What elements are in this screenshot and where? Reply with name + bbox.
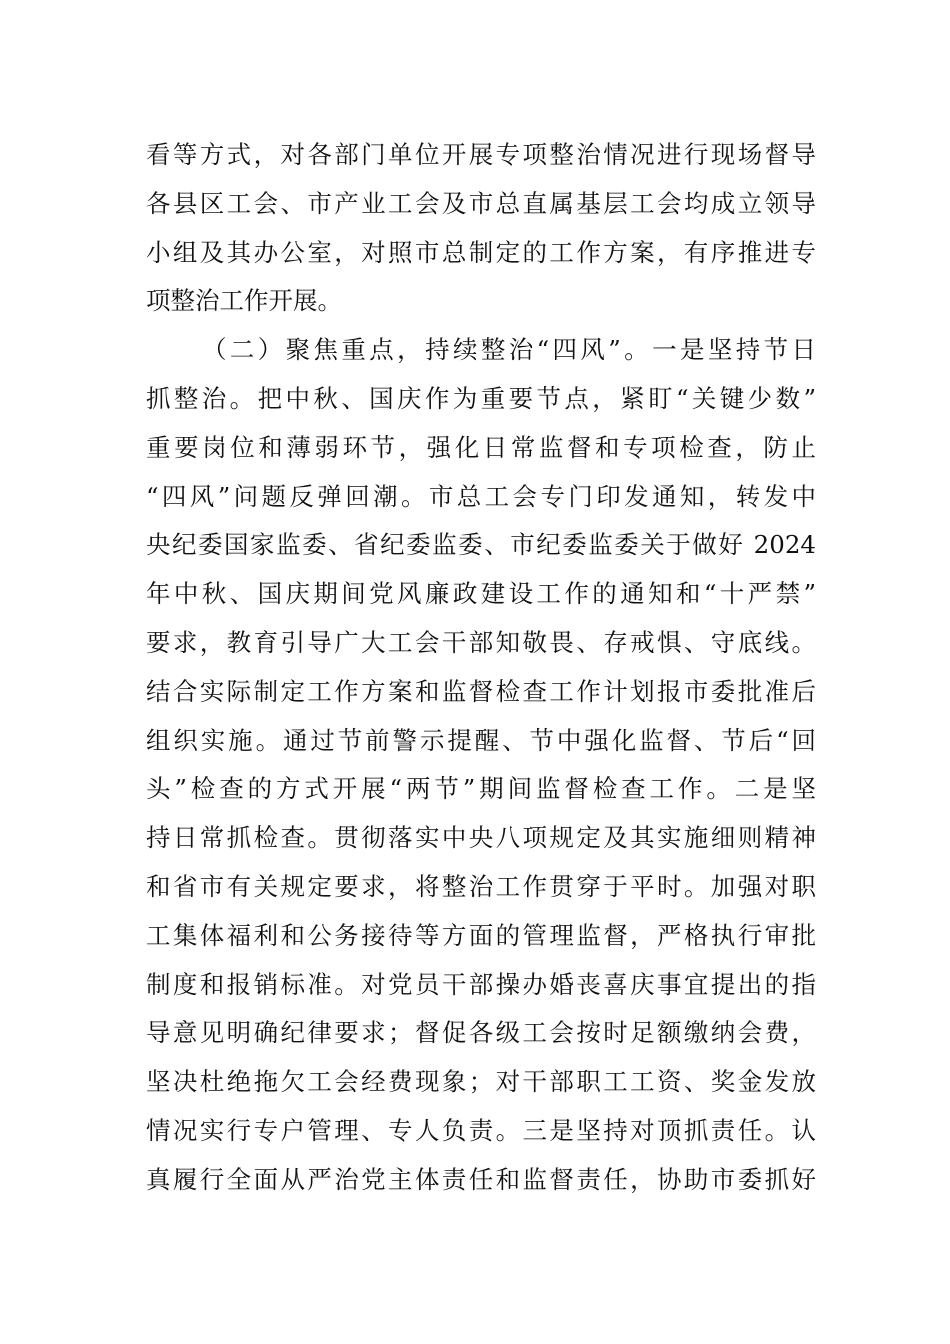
text-line: 项整治工作开展。 [146, 286, 342, 316]
text-line: 真履行全面从严治党主体责任和监督责任，协助市委抓好 [146, 1164, 816, 1194]
text-line: 抓整治。把中秋、国庆作为重要节点，紧盯“关键少数” [146, 383, 816, 413]
text-line: 小组及其办公室，对照市总制定的工作方案，有序推进专 [146, 237, 816, 267]
text-line: 情况实行专户管理、专人负责。三是坚持对顶抓责任。认 [146, 1115, 816, 1145]
text-line: 看等方式，对各部门单位开展专项整治情况进行现场督导 [146, 140, 816, 169]
text-line: 重要岗位和薄弱环节，强化日常监督和专项检查，防止 [146, 432, 816, 462]
text-line: “四风”问题反弹回潮。市总工会专门印发通知，转发中 [146, 481, 816, 511]
text-line: 制度和报销标准。对党员干部操办婚丧喜庆事宜提出的指 [146, 969, 816, 999]
text-line: 和省市有关规定要求，将整治工作贯穿于平时。加强对职 [146, 871, 816, 901]
paragraph-heading-line: （二）聚焦重点，持续整治“四风”。一是坚持节日 [202, 335, 816, 365]
text-line: 各县区工会、市产业工会及市总直属基层工会均成立领导 [146, 188, 816, 218]
text-line: 坚决杜绝拖欠工会经费现象；对干部职工工资、奖金发放 [146, 1067, 816, 1097]
text-line: 工集体福利和公务接待等方面的管理监督，严格执行审批 [146, 920, 816, 950]
text-line: 头”检查的方式开展“两节”期间监督检查工作。二是坚 [146, 774, 816, 804]
text-line: 持日常抓检查。贯彻落实中央八项规定及其实施细则精神 [146, 823, 816, 853]
text-line: 结合实际制定工作方案和监督检查工作计划报市委批准后 [146, 676, 816, 706]
text-line: 年中秋、国庆期间党风廉政建设工作的通知和“十严禁” [146, 579, 816, 609]
document-body [146, 131, 816, 1205]
text-line: 组织实施。通过节前警示提醒、节中强化监督、节后“回 [146, 725, 816, 755]
text-line: 央纪委国家监委、省纪委监委、市纪委监委关于做好 2024 [146, 530, 816, 560]
text-line: 要求，教育引导广大工会干部知敬畏、存戒惧、守底线。 [146, 627, 816, 657]
text-line: 导意见明确纪律要求；督促各级工会按时足额缴纳会费， [146, 1018, 816, 1048]
